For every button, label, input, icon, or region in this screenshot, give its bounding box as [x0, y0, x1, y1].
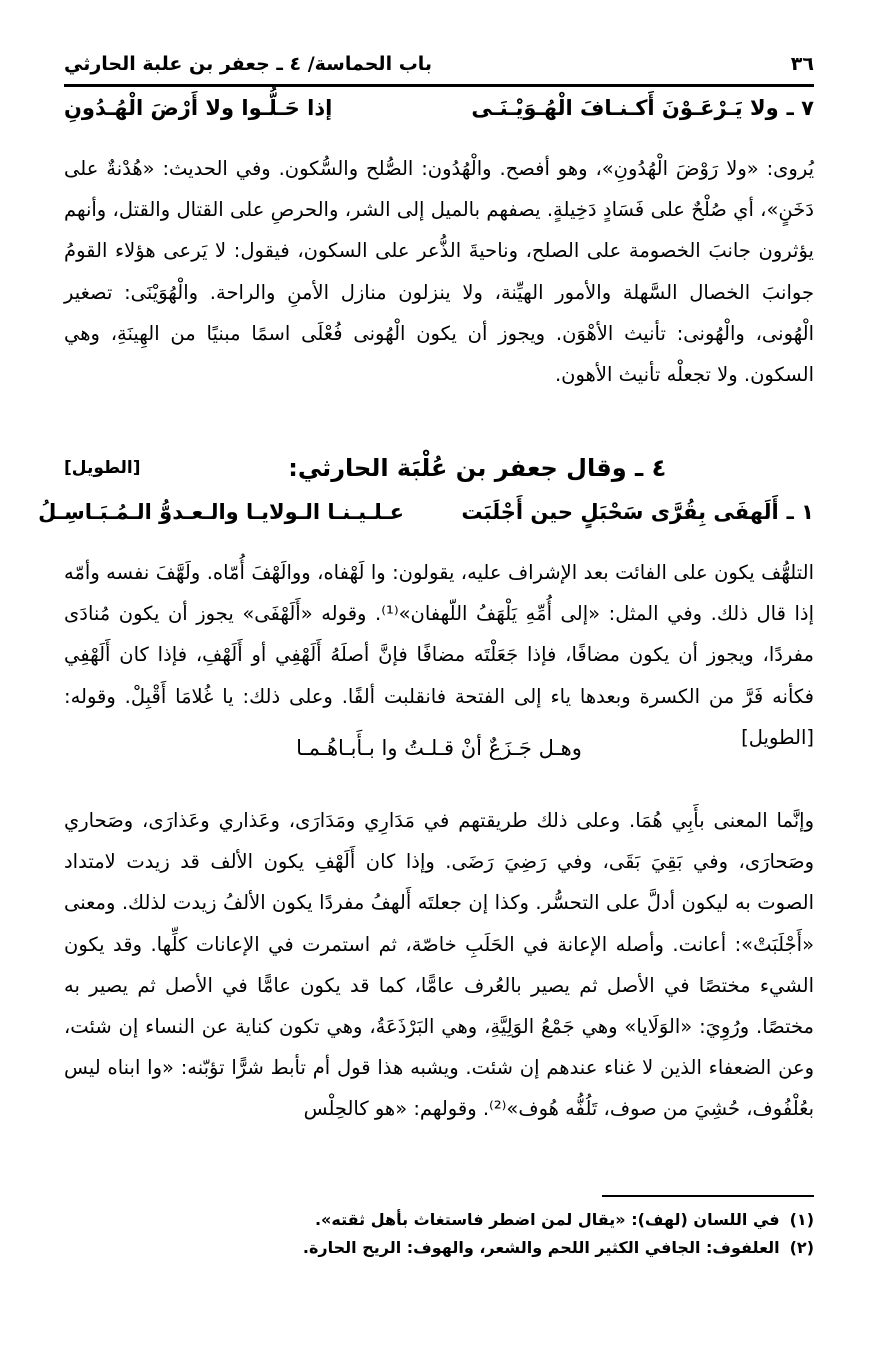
section-heading [64, 446, 814, 490]
verse-hemistich-second: إذا حَـلُّـوا ولا أَرْضَ الْهُـدُونِ [64, 96, 333, 120]
footnote-text: في اللسان (لهف): «يقال لمن اضطر فاستغاث بأهل ثقته». [314, 1210, 780, 1229]
verse-hemistich-first: أَلَهفَى بِقُرَّى سَحْبَلٍ حين أَجْلَبَت [461, 500, 779, 524]
footnote-number: (٢) [789, 1238, 814, 1257]
footnote-text: العلفوف: الجافي الكثير اللحم والشعر، والهوف: الريح الحارة. [302, 1238, 780, 1257]
header-rule [64, 84, 814, 87]
footnotes [64, 1206, 814, 1262]
footnote-number: (١) [789, 1210, 814, 1229]
section-title: ٤ ـ وقال جعفر بن عُلْبَة الحارثي: [288, 454, 667, 482]
page-number: ٣٦ [790, 53, 814, 75]
verse-1 [38, 500, 814, 524]
footnote-rule [602, 1195, 814, 1197]
footnote [64, 1234, 814, 1262]
footnote [64, 1206, 814, 1234]
meter-label: [الطويل] [64, 458, 141, 478]
verse-number: ٧ ـ [786, 96, 814, 120]
verse-hemistich-second: عـلـيـنـا الـولايـا والـعـدوُّ الـمُـبَـاسِـلُ [38, 500, 404, 524]
quoted-verse: وهـل جَـزَعٌ أنْ قـلـتُ وا بـأَبـاهُـمـا [296, 736, 582, 760]
verse-7 [64, 96, 814, 120]
commentary-paragraph: وإنَّما المعنى بأَبِي هُمَا. وعلى ذلك طريقتهم في مَدَارِي ومَدَارَى، وعَذاري وعَذارَى، وصَحاري وصَحارَى، وفي بَقِيَ بَقَى، وفي رَضِيَ رَضَى. وإذا كان أَلَهْفِ يكون الألف قد زيدت لامتداد الصوت به ليكون أدلَّ على التحسُّر. وكذا إن جعلتَه أَلهفُ مفردًا يكون الألفُ زيدت لذلك. ومعنى «أَجْلَبَتْ»: أعانت. وأصله الإعانة في الحَلَبِ خاصّة، ثم استمرت في الإعانات كلِّها. وقد يكون الشيء مختصًا في الأصل ثم يصير بالعُرف عامًّا، كما قد يكون عامًّا في الأصل ثم يصير به مختصًا. ورُوِيَ: «الوَلَايا» وهي جَمْعُ الوَلِيَّةِ، وهي البَرْذَعَةُ، وهي تكون كناية عن النساء إن شئت، وعن الضعفاء الذين لا غناء عندهم إن شئت. ويشبه هذا قول أم تأبط شرًّا تؤبّنه: «وا ابناه ليس بعُلْفُوف، حُشِيَ من صوف، تَلُفُّه هُوف»⁽²⁾. وقولهم: «هو كالحِلْس [64, 809, 814, 1121]
commentary-paragraph: يُروى: «ولا رَوْضَ الْهُدُونِ»، وهو أفصح. والْهُدُون: الصُّلح والسُّكون. وفي الحديث: «هُدْنةٌ على دَخَنٍ»، أي صُلْحٌ على فَسَادٍ دَخِيلةٍ. يصفهم بالميل إلى الشر، والحرصِ على القتال والقتل، وأنهم يؤثرون جانبَ الخصومة على الصلح، وناحيةَ الذُّعر على السكون، فيقول: لا يَرعى هؤلاء القومُ جوانبَ الخصال السَّهلة والأمور الهيِّنة، ولا ينزلون منازل الأمنِ والراحة. والْهُوَيْنَى: تصغير الْهُونى، والْهُونى: تأنيث الأهْوَن. ويجوز أن يكون الْهُونى فُعْلَى اسمًا مبنيًا من الهِينَةِ، وهي السكون. ولا تجعلْه تأنيث الأهون. [64, 157, 814, 387]
running-title: باب الحماسة/ ٤ ـ جعفر بن علبة الحارثي [64, 53, 433, 75]
commentary-paragraph: التلهُّف يكون على الفائت بعد الإشراف عليه، يقولون: وا لَهْفاه، ووالَهْفَ أُمّاه. ولَهَّفَ نفسه وأمّه إذا قال ذلك. وفي المثل: «إلى أُمِّهِ يَلْهَفُ اللّهفان»⁽¹⁾. وقوله «أَلَهْفَى» يجوز أن يكون مُنادَى مفردًا، ويجوز أن يكون مضافًا، فإذا جَعَلْتَه مضافًا فإنَّ أصلَهُ أَلَهْفِي أو أَلَهْفِ، فإذا كان أَلَهْفِي فكأنه فَرَّ من الكسرة وبعدها ياء إلى الفتحة فانقلبت ألفًا. وعلى ذلك: يا غُلامَا أَقْبِلْ. وقوله: [الطويل] [64, 561, 814, 749]
verse-hemistich-first: ولا يَـرْعَـوْنَ أَكـنـافَ الْهُـوَيْـنَـى [471, 96, 779, 120]
verse-number: ١ ـ [786, 500, 814, 524]
running-header [64, 46, 814, 82]
